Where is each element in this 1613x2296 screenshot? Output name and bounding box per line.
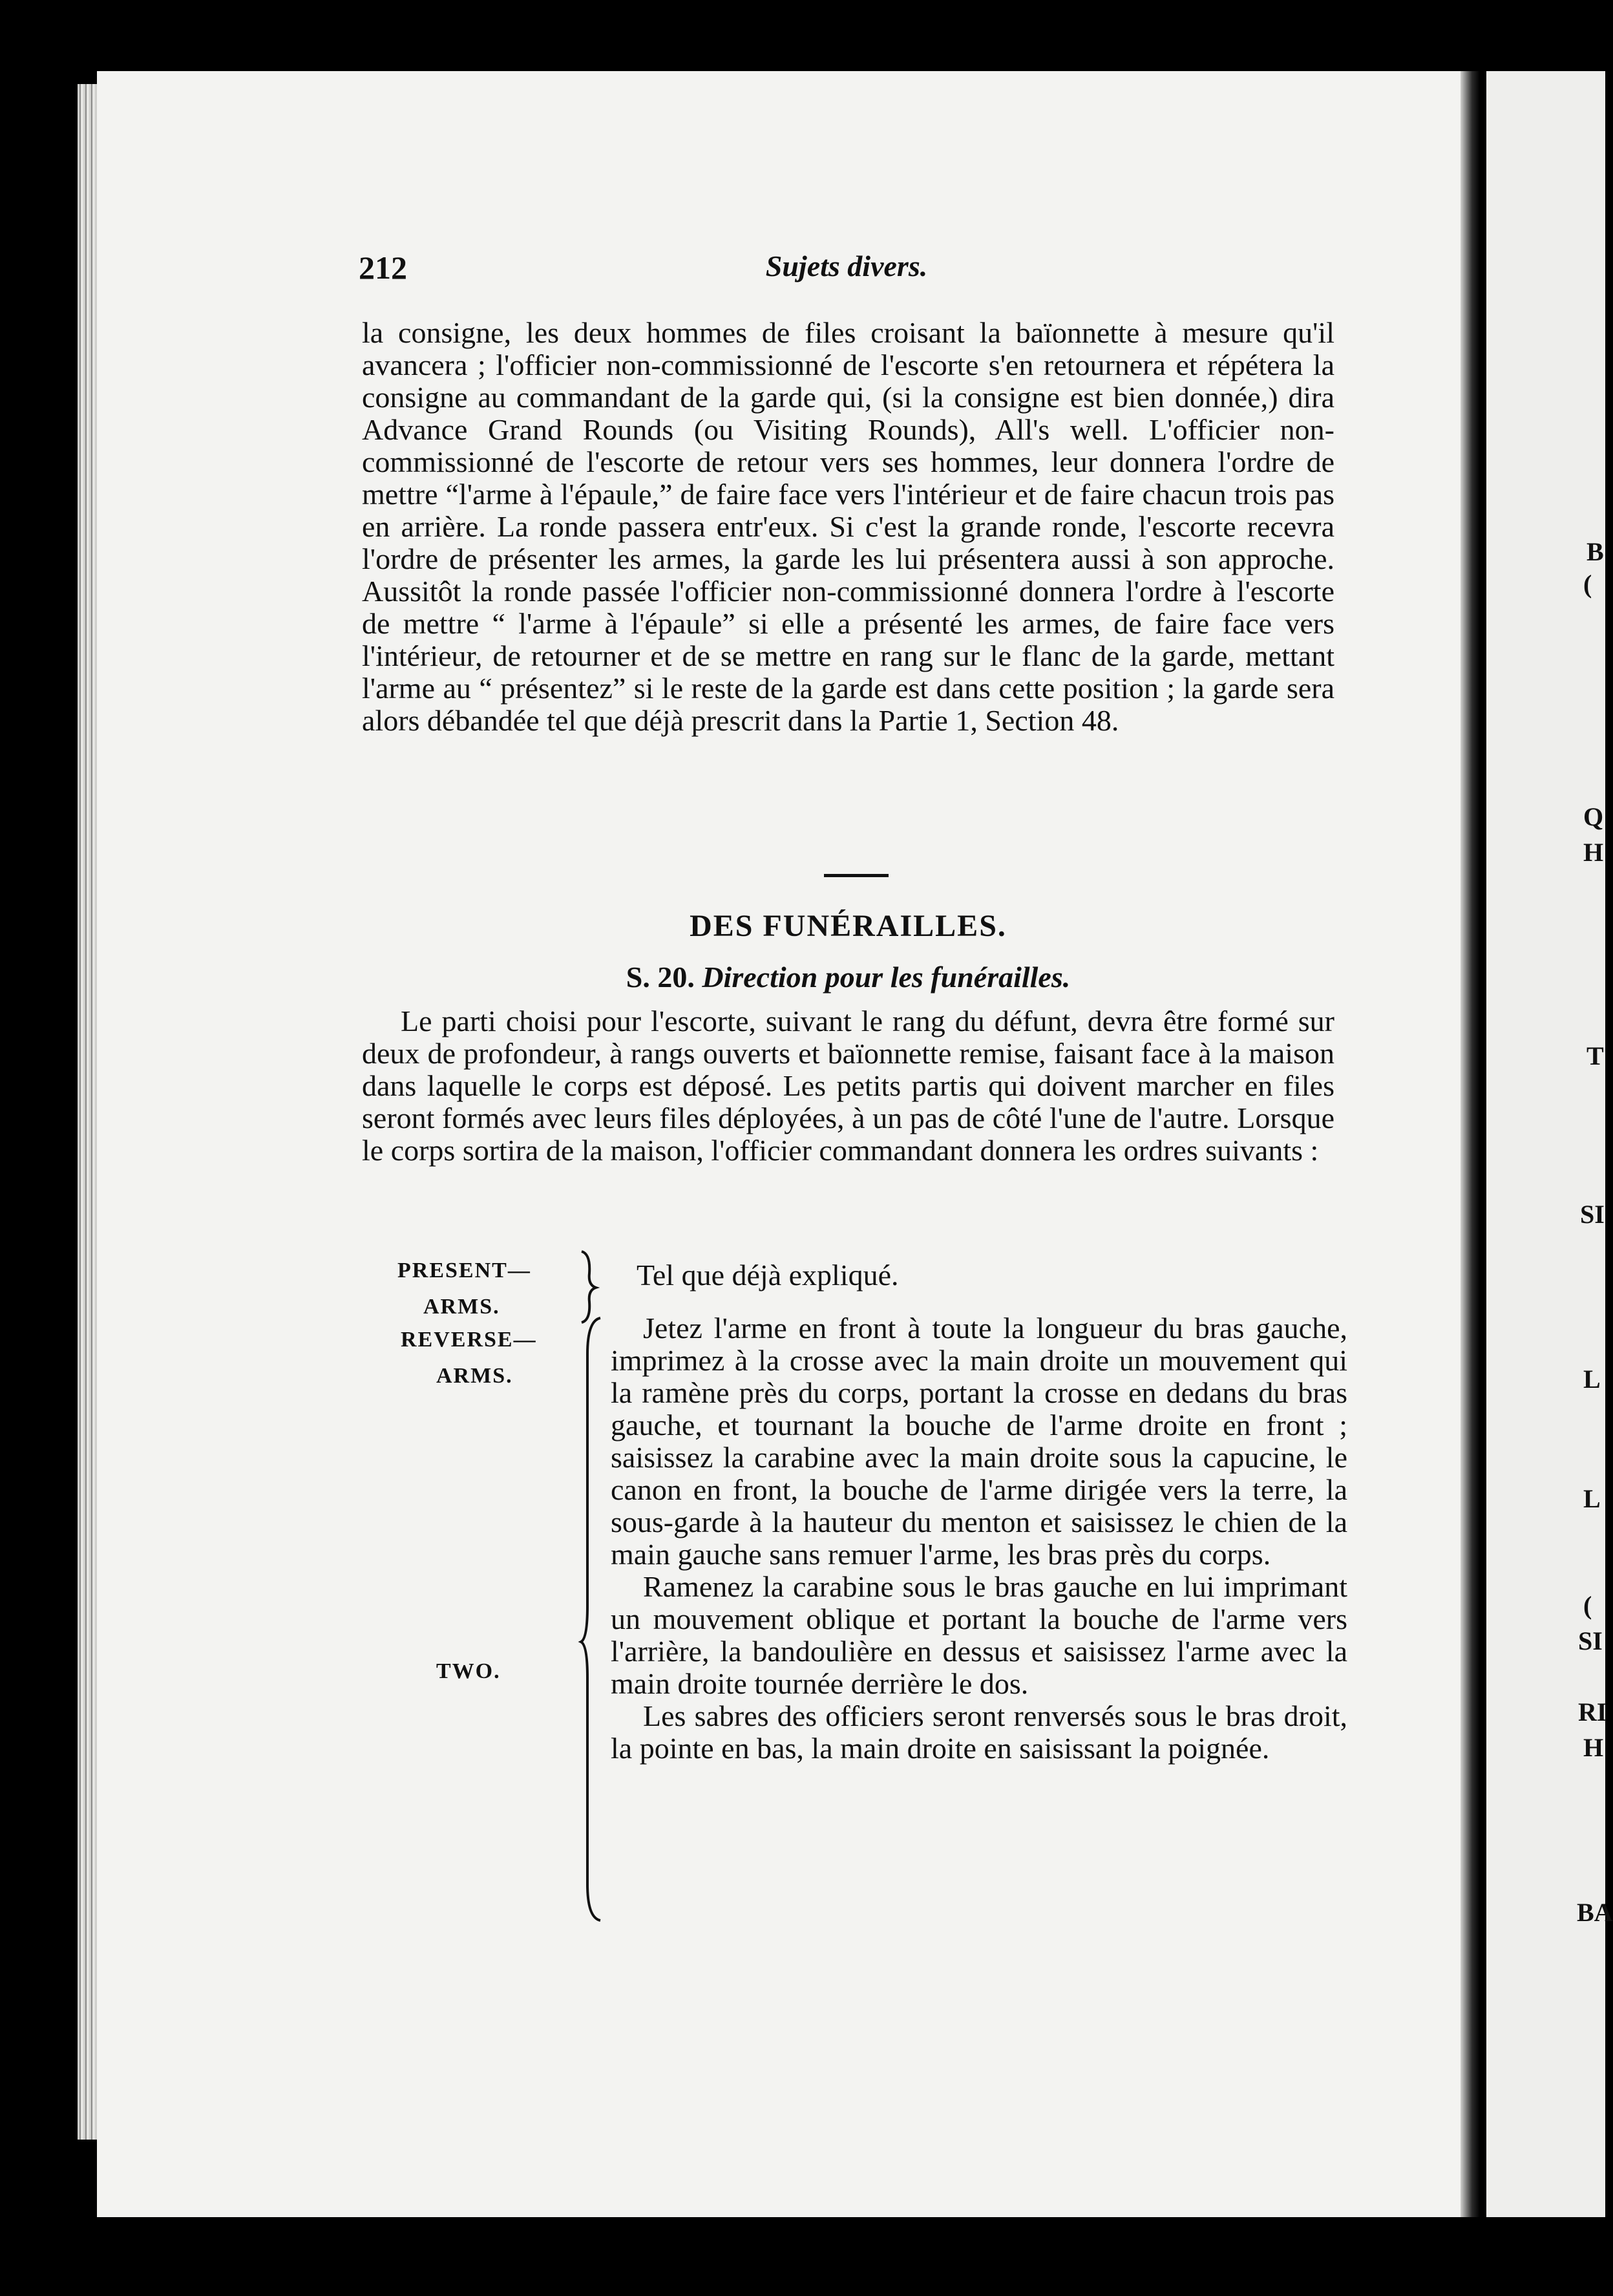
book-gutter (1460, 71, 1480, 2217)
command-present-arms (397, 1253, 531, 1325)
adjacent-page-fragment: SI (1578, 1626, 1603, 1655)
command-two: TWO. (436, 1659, 501, 1683)
section-divider (824, 874, 889, 877)
subsection-title: Direction pour les funérailles. (702, 961, 1071, 994)
command-label-line2: ARMS. (423, 1295, 500, 1319)
small-brace (576, 1248, 600, 1325)
adjacent-page-fragment: ( (1583, 1591, 1592, 1620)
continuation-paragraph: la consigne, les deux hommes de files croisant la baïonnette à mesure qu'il avancera ; l'officier non-commissionné de l'escorte s'en retournera et répétera la consigne au commandant de la garde qui, (si la consigne est bien donnée,) dira Advance Grand Rounds (ou Visiting Rounds), All's well. L'officier non-commissionné de l'escorte de retour vers ses hommes, leur donnera l'ordre de mettre “l'arme à l'épaule,” de faire face vers l'intérieur et de faire chacun trois pas en arrière. La ronde passera entr'eux. Si c'est la grande ronde, l'escorte recevra l'ordre de présenter les armes, la garde les lui présentera aussi à son approche. Aussitôt la ronde passée l'officier non-commissionné donnera l'ordre à l'escorte de mettre “ l'arme à l'épaule” si elle a présenté les armes, de faire face vers l'intérieur, de retourner et de se mettre en rang sur le flanc de la garde, mettant l'arme au “ présentez” si le reste de la garde est dans cette position ; la garde sera alors débandée tel que déjà prescrit dans la Partie 1, Section 48. (362, 316, 1334, 737)
command-reverse-arms (401, 1322, 537, 1394)
page-header (359, 249, 1334, 294)
adjacent-page-fragment: L (1583, 1365, 1601, 1394)
adjacent-page-fragment: ( (1583, 569, 1592, 599)
two-description: Ramenez la carabine sous le bras gauche en lui imprimant un mouvement oblique et portant la bouche de l'arme vers l'arrière, la bandoulière en dessus et saisissez l'arme avec la main droite tournée derrière le dos. (611, 1570, 1347, 1700)
command-label-line1: REVERSE— (401, 1328, 537, 1352)
adjacent-page-edge (1486, 71, 1613, 2217)
running-title: Sujets divers. (765, 250, 928, 282)
adjacent-page-fragment: RI (1578, 1697, 1607, 1727)
command-label-line2: ARMS. (436, 1364, 513, 1388)
reverse-arms-instructions (611, 1312, 1347, 1765)
adjacent-page-fragment: Q (1583, 802, 1604, 831)
subsection-number: S. 20. (626, 961, 695, 994)
large-brace (578, 1315, 604, 1923)
adjacent-page-fragment: SI (1580, 1200, 1605, 1229)
present-arms-description: Tel que déjà expliqué. (637, 1259, 899, 1292)
command-label-line1: PRESENT— (397, 1259, 531, 1282)
adjacent-page-fragment: L (1583, 1484, 1601, 1513)
present-arms-text (611, 1259, 1347, 1292)
section-title: DES FUNÉRAILLES. (690, 909, 1007, 943)
adjacent-page-fragment: T (1587, 1041, 1604, 1070)
adjacent-page-fragment: H (1583, 838, 1604, 867)
adjacent-page-fragment: BA (1577, 1898, 1613, 1927)
page-number: 212 (359, 250, 407, 286)
funeral-paragraph: Le parti choisi pour l'escorte, suivant le rang du défunt, devra être formé sur deux de profondeur, à rangs ouverts et baïonnette remise, faisant face à la maison dans laquelle le corps est déposé. Les petits partis qui doivent marcher en files seront formés avec leurs files déployées, à un pas de côté l'une de l'autre. Lorsque le corps sortira de la maison, l'officier commandant donnera les ordres suivants : (362, 1004, 1334, 1167)
reverse-arms-description: Jetez l'arme en front à toute la longueur du bras gauche, imprimez à la crosse avec la main droite un mouvement qui la ramène près du corps, portant la crosse en dedans du bras gauche, et tournant la bouche de l'arme droite en front ; saisissez la carabine avec la main droite sous la capucine, le canon en front, la bouche de l'arme dirigée vers la terre, la sous-garde à la hauteur du menton et saisissez le chien de la main gauche sans remuer l'arme, les bras près du corps. (611, 1312, 1347, 1571)
subsection-heading (362, 960, 1334, 994)
officers-swords-description: Les sabres des officiers seront renversés sous le bras droit, la pointe en bas, la main droite en saisissant la poignée. (611, 1699, 1347, 1765)
adjacent-page-fragment: B (1587, 537, 1604, 566)
adjacent-page-fragment: H (1583, 1733, 1604, 1762)
